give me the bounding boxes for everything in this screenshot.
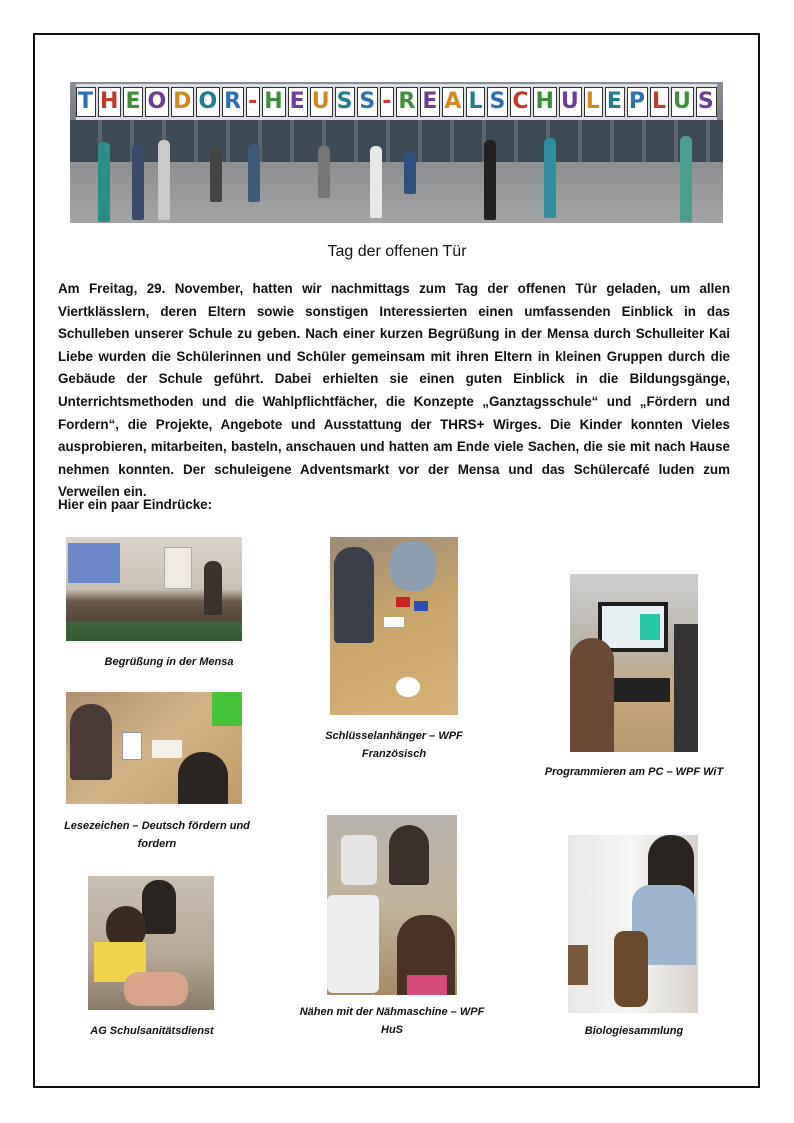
banner-letter: R — [396, 87, 418, 117]
page-title: Tag der offenen Tür — [327, 243, 467, 260]
caption-first-aid: AG Schulsanitätsdienst — [90, 1025, 214, 1037]
banner-letter: L — [466, 87, 485, 117]
banner-letter: R — [222, 87, 244, 117]
banner-letter: E — [605, 87, 625, 117]
banner-letter: U — [559, 87, 582, 117]
caption-sewing-line2: HuS — [381, 1024, 403, 1036]
caption-sewing — [288, 1003, 496, 1039]
caption-programming: Programmieren am PC – WPF WiT — [544, 766, 724, 778]
banner-letter: A — [442, 87, 464, 117]
banner-letter: E — [420, 87, 440, 117]
photo-sewing-machine — [327, 815, 457, 995]
banner-letter: - — [380, 87, 394, 117]
caption-bookmark-line2: fordern — [137, 838, 177, 850]
school-banner-photo — [70, 82, 723, 223]
banner-letter: U — [310, 87, 333, 117]
banner-letter: S — [487, 87, 508, 117]
photo-first-aid-club — [88, 876, 214, 1010]
caption-biology: Biologiesammlung — [584, 1025, 684, 1037]
banner-lettering — [76, 84, 717, 120]
banner-letter: H — [533, 87, 556, 117]
caption-keychain-line1: Schlüsselanhänger – WPF — [325, 730, 463, 742]
banner-letter: O — [145, 87, 169, 117]
photo-bookmark-craft — [66, 692, 242, 804]
caption-welcome: Begrüßung in der Mensa — [104, 656, 234, 668]
banner-letter: E — [288, 87, 308, 117]
caption-sewing-line1: Nähen mit der Nähmaschine – WPF — [299, 1006, 485, 1018]
caption-keychain-line2: Französisch — [361, 748, 427, 760]
photo-biology-collection — [568, 835, 698, 1013]
banner-letter: U — [671, 87, 694, 117]
banner-letter: - — [246, 87, 260, 117]
banner-letter: O — [196, 87, 220, 117]
banner-letter: T — [76, 87, 96, 117]
photo-welcome-in-cafeteria — [66, 537, 242, 641]
banner-letter: C — [510, 87, 531, 117]
banner-letter: L — [650, 87, 669, 117]
banner-letter: L — [584, 87, 603, 117]
caption-bookmark-line1: Lesezeichen – Deutsch fördern und — [64, 820, 250, 832]
photo-programming-on-pc — [570, 574, 698, 752]
banner-letter: H — [262, 87, 285, 117]
banner-letter: S — [696, 87, 717, 117]
caption-bookmark — [54, 817, 260, 853]
banner-letter: H — [98, 87, 121, 117]
photo-keychain-craft — [330, 537, 458, 715]
caption-keychain — [318, 727, 470, 763]
banner-letter: S — [335, 87, 356, 117]
report-paragraph: Am Freitag, 29. November, hatten wir nachmittags zum Tag der offenen Tür geladen, um allen Viertklässlern, deren Eltern sowie sonstigen Interessierten einen umfassenden Einblick in das Schulleben unserer Schule zu geben. Nach einer kurzen Begrüßung in der Mensa durch Schulleiter Kai Liebe wurden die Schülerinnen und Schüler gemeinsam mit ihren Eltern in kleinen Gruppen durch die Gebäude der Schule geführt. Dabei erhielten sie einen guten Einblick in die Bildungsgänge, Unterrichtsmethoden und die Wahlpflichtfächer, die Konzepte „Ganztagsschule“ und „Fördern und Fordern“, die Projekte, Angebote und Ausstattung der THRS+ Wirges. Die Kinder konnten Vieles ausprobieren, mitarbeiten, basteln, anschauen und hatten am Ende viele Sachen, die sie mit nach Hause nehmen konnten. Der schuleigene Adventsmarkt vor der Mensa und das Schülercafé luden zum Verweilen ein. — [58, 281, 730, 500]
impressions-heading: Hier ein paar Eindrücke: — [58, 497, 213, 512]
banner-letter: D — [171, 87, 194, 117]
banner-letter: P — [627, 87, 648, 117]
banner-letter: E — [123, 87, 143, 117]
banner-letter: S — [357, 87, 378, 117]
